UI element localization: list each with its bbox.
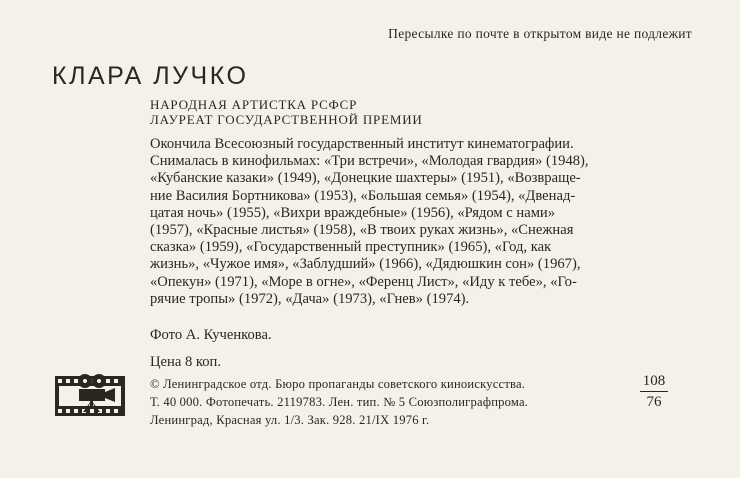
bio-line: сказка» (1959), «Государственный преступник» (1965), «Год, как (150, 239, 552, 256)
imprint-line: Ленинград, Красная ул. 1/3. Зак. 928. 21/IX 1976 г. (150, 413, 430, 427)
biography (150, 136, 670, 308)
postal-note: Пересылке по почте в открытом виде не подлежит (388, 26, 692, 41)
bio-line: цатая ночь» (1955), «Вихри враждебные» (1956), «Рядом с нами» (150, 204, 556, 221)
price: Цена 8 коп. (150, 354, 222, 370)
bio-line: (1957), «Красные листья» (1958), «В твоих руках жизнь», «Снежная (150, 222, 574, 239)
title-line: НАРОДНАЯ АРТИСТКА РСФСР (150, 97, 358, 112)
bio-line: жизнь», «Чужое имя», «Заблудший» (1966), «Дядюшкин сон» (1967), (150, 256, 581, 273)
imprint-line: © Ленинградское отд. Бюро пропаганды советского киноискусства. (150, 377, 526, 391)
photo-credit: Фото А. Кученкова. (150, 327, 272, 343)
imprint (150, 375, 528, 429)
catalog-denominator: 76 (646, 394, 662, 410)
bio-line: ние Василия Бортникова» (1953), «Большая семья» (1954), «Двенад- (150, 187, 576, 204)
catalog-number (640, 372, 668, 411)
bio-line: Окончила Всесоюзный государственный институт кинематографии. (150, 136, 574, 152)
catalog-numerator: 108 (642, 373, 666, 389)
actress-name: КЛАРА ЛУЧКО (52, 62, 249, 90)
honorary-titles (150, 97, 423, 127)
film-camera-icon (55, 370, 125, 420)
title-line: ЛАУРЕАТ ГОСУДАРСТВЕННОЙ ПРЕМИИ (150, 112, 423, 127)
bio-line: «Кубанские казаки» (1949), «Донецкие шахтеры» (1951), «Возвраще- (150, 170, 581, 187)
bio-line: рячие тропы» (1972), «Дача» (1973), «Гнев» (1974). (150, 290, 470, 307)
fraction-bar (640, 391, 668, 392)
bio-line: «Опекун» (1971), «Море в огне», «Ференц Лист», «Иду к тебе», «Го- (150, 273, 577, 290)
bio-line: Снималась в кинофильмах: «Три встречи», «Молодая гвардия» (1948), (150, 153, 589, 170)
imprint-line: Т. 40 000. Фотопечать. 2119783. Лен. тип. № 5 Союзполиграфпрома. (150, 395, 529, 409)
